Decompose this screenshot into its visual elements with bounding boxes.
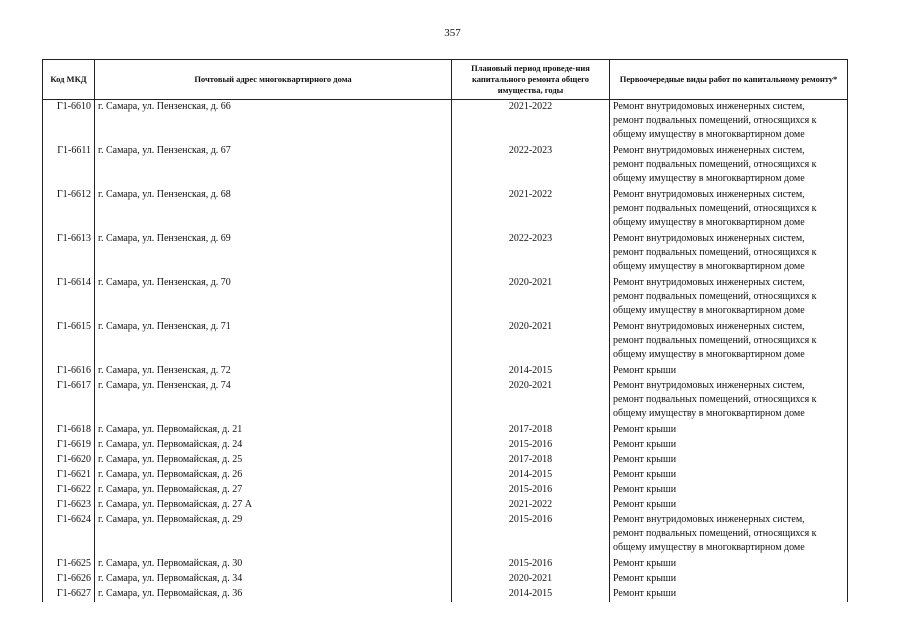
cell-code: Г1-6612 <box>43 188 95 232</box>
works-line: общему имуществу в многоквартирном доме <box>613 407 805 419</box>
cell-address: г. Самара, ул. Пензенская, д. 69 <box>95 232 452 276</box>
header-works: Первоочередные виды работ по капитальному ремонту* <box>610 60 848 100</box>
cell-address: г. Самара, ул. Первомайская, д. 21 <box>95 423 452 438</box>
works-line: Ремонт крыши <box>613 423 677 435</box>
cell-code: Г1-6624 <box>43 513 95 557</box>
header-code: Код МКД <box>43 60 95 100</box>
works-line: ремонт подвальных помещений, относящихся к <box>613 115 817 126</box>
table-row <box>43 498 848 513</box>
cell-code: Г1-6625 <box>43 557 95 572</box>
cell-address: г. Самара, ул. Первомайская, д. 26 <box>95 468 452 483</box>
cell-works <box>610 483 848 498</box>
works-line: общему имуществу в многоквартирном доме <box>613 129 805 140</box>
works-line: Ремонт крыши <box>613 483 677 495</box>
works-line: общему имуществу в многоквартирном доме <box>613 348 805 360</box>
cell-works <box>610 364 848 379</box>
cell-code: Г1-6621 <box>43 468 95 483</box>
cell-period: 2020-2021 <box>452 276 610 320</box>
cell-works <box>610 572 848 587</box>
works-line: Ремонт внутридомовых инженерных систем, <box>613 188 805 200</box>
cell-address: г. Самара, ул. Пензенская, д. 66 <box>95 100 452 144</box>
cell-works <box>610 144 848 188</box>
cell-code: Г1-6623 <box>43 498 95 513</box>
works-line: Ремонт крыши <box>613 498 677 510</box>
works-line: общему имуществу в многоквартирном доме <box>613 304 805 316</box>
works-line: ремонт подвальных помещений, относящихся к <box>613 158 817 170</box>
cell-address: г. Самара, ул. Первомайская, д. 27 <box>95 483 452 498</box>
table-row <box>43 188 848 232</box>
header-address: Почтовый адрес многоквартирного дома <box>95 60 452 100</box>
works-line: ремонт подвальных помещений, относящихся к <box>613 290 817 302</box>
cell-works <box>610 276 848 320</box>
cell-period: 2017-2018 <box>452 423 610 438</box>
cell-works <box>610 468 848 483</box>
table-row <box>43 513 848 557</box>
cell-address: г. Самара, ул. Первомайская, д. 27 А <box>95 498 452 513</box>
cell-address: г. Самара, ул. Первомайская, д. 30 <box>95 557 452 572</box>
works-line: Ремонт крыши <box>613 587 677 599</box>
cell-period: 2021-2022 <box>452 100 610 144</box>
cell-period: 2020-2021 <box>452 379 610 423</box>
cell-address: г. Самара, ул. Пензенская, д. 72 <box>95 364 452 379</box>
cell-code: Г1-6615 <box>43 320 95 364</box>
table-row <box>43 379 848 423</box>
table-row <box>43 453 848 468</box>
works-line: Ремонт крыши <box>613 364 677 376</box>
cell-period: 2017-2018 <box>452 453 610 468</box>
cell-works <box>610 498 848 513</box>
cell-address: г. Самара, ул. Пензенская, д. 71 <box>95 320 452 364</box>
cell-address: г. Самара, ул. Первомайская, д. 34 <box>95 572 452 587</box>
table-row <box>43 483 848 498</box>
cell-code: Г1-6618 <box>43 423 95 438</box>
cell-address: г. Самара, ул. Первомайская, д. 25 <box>95 453 452 468</box>
cell-works <box>610 320 848 364</box>
cell-address: г. Самара, ул. Пензенская, д. 67 <box>95 144 452 188</box>
cell-address: г. Самара, ул. Пензенская, д. 68 <box>95 188 452 232</box>
works-line: ремонт подвальных помещений, относящихся к <box>613 334 817 346</box>
cell-code: Г1-6619 <box>43 438 95 453</box>
table-row <box>43 423 848 438</box>
cell-code: Г1-6614 <box>43 276 95 320</box>
cell-period: 2014-2015 <box>452 587 610 602</box>
table-row <box>43 364 848 379</box>
works-line: ремонт подвальных помещений, относящихся к <box>613 202 817 214</box>
table-row <box>43 144 848 188</box>
works-line: Ремонт внутридомовых инженерных систем, <box>613 320 805 332</box>
cell-works <box>610 232 848 276</box>
works-line: общему имуществу в многоквартирном доме <box>613 216 805 228</box>
cell-code: Г1-6611 <box>43 144 95 188</box>
cell-code: Г1-6620 <box>43 453 95 468</box>
cell-address: г. Самара, ул. Пензенская, д. 74 <box>95 379 452 423</box>
cell-works <box>610 587 848 602</box>
cell-code: Г1-6622 <box>43 483 95 498</box>
works-line: ремонт подвальных помещений, относящихся к <box>613 246 817 258</box>
works-line: Ремонт крыши <box>613 468 677 480</box>
works-line: ремонт подвальных помещений, относящихся к <box>613 393 817 405</box>
works-line: Ремонт внутридомовых инженерных систем, <box>613 144 805 156</box>
works-line: Ремонт внутридомовых инженерных систем, <box>613 101 805 112</box>
cell-code: Г1-6617 <box>43 379 95 423</box>
repair-schedule-table <box>42 59 848 602</box>
works-line: Ремонт крыши <box>613 557 677 569</box>
cell-period: 2015-2016 <box>452 483 610 498</box>
table-header-row <box>43 60 848 100</box>
cell-works <box>610 188 848 232</box>
works-line: Ремонт крыши <box>613 453 677 465</box>
works-line: Ремонт крыши <box>613 438 677 450</box>
cell-works <box>610 453 848 468</box>
table-body <box>43 100 848 602</box>
cell-period: 2015-2016 <box>452 513 610 557</box>
cell-works <box>610 100 848 144</box>
works-line: Ремонт внутридомовых инженерных систем, <box>613 379 805 391</box>
page-number: 357 <box>444 27 461 39</box>
table-row <box>43 572 848 587</box>
cell-period: 2021-2022 <box>452 498 610 513</box>
cell-works <box>610 379 848 423</box>
cell-works <box>610 438 848 453</box>
cell-code: Г1-6613 <box>43 232 95 276</box>
cell-address: г. Самара, ул. Первомайская, д. 29 <box>95 513 452 557</box>
cell-address: г. Самара, ул. Пензенская, д. 70 <box>95 276 452 320</box>
cell-works <box>610 423 848 438</box>
works-line: ремонт подвальных помещений, относящихся к <box>613 527 817 539</box>
works-line: общему имуществу в многоквартирном доме <box>613 541 805 553</box>
works-line: общему имуществу в многоквартирном доме <box>613 172 805 184</box>
cell-period: 2015-2016 <box>452 438 610 453</box>
cell-address: г. Самара, ул. Первомайская, д. 36 <box>95 587 452 602</box>
table-row <box>43 100 848 144</box>
cell-period: 2021-2022 <box>452 188 610 232</box>
cell-period: 2022-2023 <box>452 144 610 188</box>
cell-works <box>610 513 848 557</box>
cell-code: Г1-6626 <box>43 572 95 587</box>
cell-period: 2020-2021 <box>452 572 610 587</box>
cell-period: 2020-2021 <box>452 320 610 364</box>
works-line: общему имуществу в многоквартирном доме <box>613 260 805 272</box>
cell-code: Г1-6627 <box>43 587 95 602</box>
works-line: Ремонт внутридомовых инженерных систем, <box>613 513 805 525</box>
cell-period: 2014-2015 <box>452 364 610 379</box>
cell-works <box>610 557 848 572</box>
cell-period: 2014-2015 <box>452 468 610 483</box>
table-row <box>43 232 848 276</box>
table-row <box>43 320 848 364</box>
cell-period: 2015-2016 <box>452 557 610 572</box>
cell-code: Г1-6616 <box>43 364 95 379</box>
works-line: Ремонт внутридомовых инженерных систем, <box>613 232 805 244</box>
table-row <box>43 468 848 483</box>
header-period: Плановый период проведе-ния капитального ремонта общего имущества, годы <box>452 60 610 100</box>
works-line: Ремонт внутридомовых инженерных систем, <box>613 276 805 288</box>
table-row <box>43 276 848 320</box>
works-line: Ремонт крыши <box>613 572 677 584</box>
cell-address: г. Самара, ул. Первомайская, д. 24 <box>95 438 452 453</box>
cell-code: Г1-6610 <box>43 100 95 144</box>
cell-period: 2022-2023 <box>452 232 610 276</box>
table-row <box>43 557 848 572</box>
table-row <box>43 438 848 453</box>
table-row <box>43 587 848 602</box>
